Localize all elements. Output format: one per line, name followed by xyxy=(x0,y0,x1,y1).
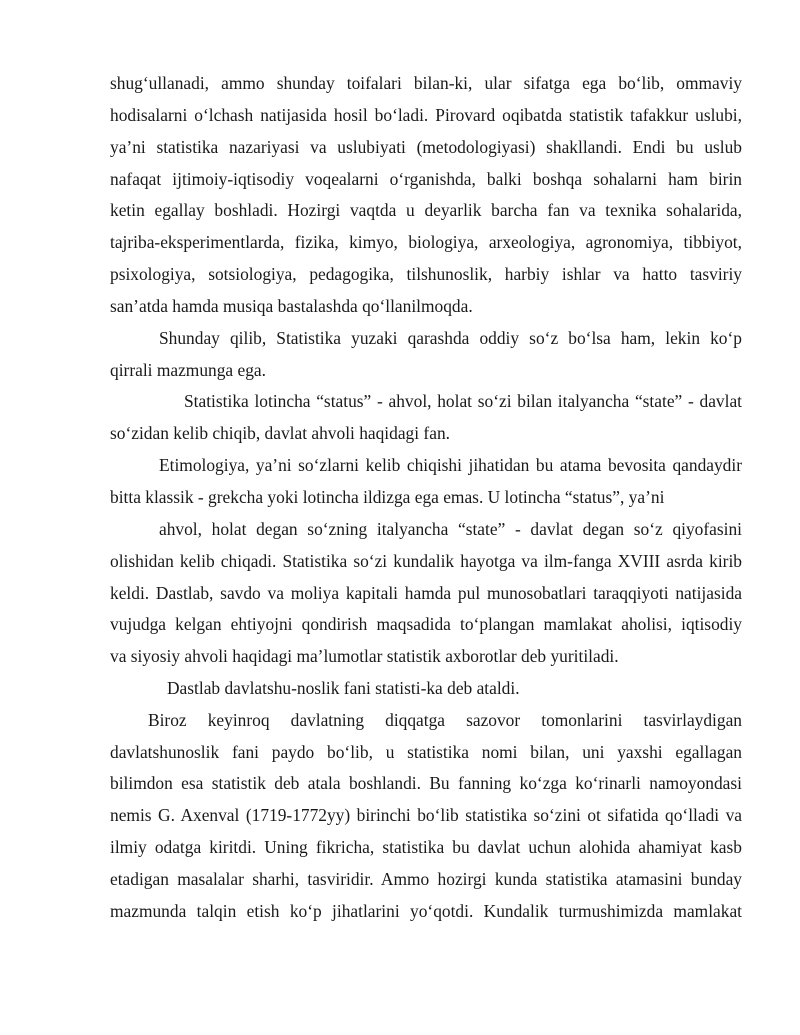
text-line: bilimdon esa statistik deb atala boshlandi. Bu fanning ko‘zga ko‘rinarli namoyondasi xyxy=(110,773,742,793)
text-line: davlatshunoslik fani paydo bo‘lib, u statistika nomi bilan, uni yaxshi egallagan xyxy=(110,742,742,762)
text-line: Statistika lotincha “status” - ahvol, holat so‘zi bilan italyancha “state” - davlat xyxy=(184,391,742,411)
text-line: Etimologiya, ya’ni so‘zlarni kelib chiqishi jihatidan bu atama bevosita qandaydir xyxy=(159,455,742,475)
text-line: shug‘ullanadi, ammo shunday toifalari bilan-ki, ular sifatga ega bo‘lib, ommaviy xyxy=(110,73,742,93)
text-line: Dastlab davlatshu-noslik fani statisti-ka deb ataldi. xyxy=(167,678,520,698)
text-line: san’atda hamda musiqa bastalashda qo‘llanilmoqda. xyxy=(110,296,473,316)
text-line: keldi. Dastlab, savdo va moliya kapitali hamda pul munosobatlari taraqqiyoti natijasida xyxy=(110,583,742,603)
text-line: qirrali mazmunga ega. xyxy=(110,360,266,380)
text-line: ilmiy odatga kiritdi. Uning fikricha, statistika bu davlat uchun alohida ahamiyat kasb xyxy=(110,837,742,857)
text-line: ahvol, holat degan so‘zning italyancha “state” - davlat degan so‘z qiyofasini xyxy=(159,519,742,539)
text-line: nemis G. Axenval (1719-1772yy) birinchi bo‘lib statistika so‘zini ot sifatida qo‘lladi va xyxy=(110,805,742,825)
text-line: ketin egallay boshladi. Hozirgi vaqtda u deyarlik barcha fan va texnika sohalarida, xyxy=(110,200,742,220)
text-line: tajriba-eksperimentlarda, fizika, kimyo, biologiya, arxeologiya, agronomiya, tibbiyot, xyxy=(110,232,742,252)
text-line: so‘zidan kelib chiqib, davlat ahvoli haqidagi fan. xyxy=(110,423,450,443)
text-line: nafaqat ijtimoiy-iqtisodiy voqealarni o‘rganishda, balki boshqa sohalarni ham birin xyxy=(110,169,742,189)
text-line: hodisalarni o‘lchash natijasida hosil bo‘ladi. Pirovard oqibatda statistik tafakkur uslubi, xyxy=(110,105,742,125)
text-line: va siyosiy ahvoli haqidagi ma’lumotlar statistik axborotlar deb yuritiladi. xyxy=(110,646,619,666)
text-line: etadigan masalalar sharhi, tasviridir. Ammo hozirgi kunda statistika atamasini bunday xyxy=(110,869,742,889)
text-line: psixologiya, sotsiologiya, pedagogika, tilshunoslik, harbiy ishlar va hatto tasviriy xyxy=(110,264,742,284)
text-line: Biroz keyinroq davlatning diqqatga sazovor tomonlarini tasvirlaydigan xyxy=(148,710,742,730)
text-line: vujudga kelgan ehtiyojni qondirish maqsadida to‘plangan mamlakat aholisi, iqtisodiy xyxy=(110,614,742,634)
text-line: Shunday qilib, Statistika yuzaki qarashda oddiy so‘z bo‘lsa ham, lekin ko‘p xyxy=(159,328,742,348)
text-line: olishidan kelib chiqadi. Statistika so‘zi kundalik hayotga va ilm-fanga XVIII asrda kirib xyxy=(110,551,742,571)
text-line: bitta klassik - grekcha yoki lotincha ildizga ega emas. U lotincha “status”, ya’ni xyxy=(110,487,665,507)
text-line: mazmunda talqin etish ko‘p jihatlarini yo‘qotdi. Kundalik turmushimizda mamlakat xyxy=(110,901,742,921)
text-line: ya’ni statistika nazariyasi va uslubiyati (metodologiyasi) shakllandi. Endi bu uslub xyxy=(110,137,742,157)
